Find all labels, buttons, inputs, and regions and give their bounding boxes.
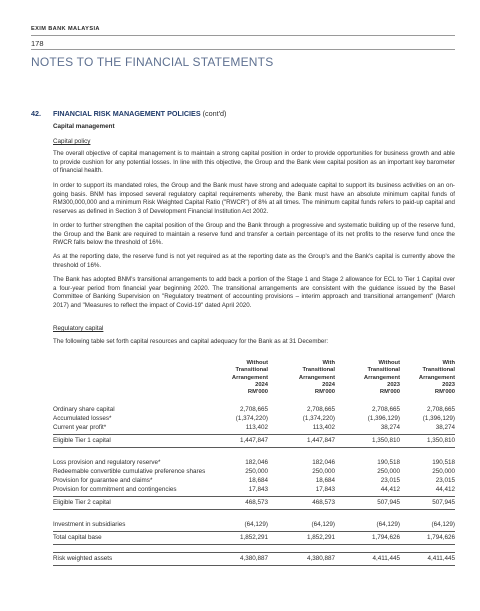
- header-line: Arrangement: [363, 374, 400, 381]
- table-row: [53, 406, 455, 414]
- cell-value: 38,274: [380, 424, 400, 431]
- cell-value: 23,015: [380, 477, 400, 484]
- header-line: Transitional: [235, 367, 268, 374]
- cell-value: 18,684: [315, 477, 335, 484]
- row-label: Total capital base: [53, 534, 102, 541]
- paragraph: In order to support its mandated roles, the Group and the Bank must have strong and adequate capital to support its business activities on an on-going basis. BNM has imposed several regulatory capital requirements whereby, the Bank must have an absolute minimum capital funds of RM300,000,000 and a minimum Risk Weighted Capital Ratio ("RWCR") of 8% at all times. The minimum capital funds refers to paid-up capital and reserves as defined in Section 3 of Development Financial Institution Act 2002.: [53, 182, 455, 215]
- table-row: [53, 521, 455, 529]
- row-label: Risk weighted assets: [53, 555, 113, 562]
- subheading-regulatory-capital: Regulatory capital: [53, 325, 104, 332]
- paragraph: As at the reporting date, the reserve fund is not yet required as at the reporting date as the Group's and the Bank's capital is currently above the threshold of 16%.: [53, 253, 455, 269]
- cell-value: 2,708,665: [371, 406, 400, 413]
- cell-value: (64,129): [244, 521, 268, 528]
- header-line: With: [322, 360, 335, 366]
- header-line: 2024: [255, 381, 268, 388]
- row-label: Investment in subsidiaries: [53, 521, 126, 528]
- cell-value: 2,708,665: [426, 406, 455, 413]
- cell-value: 17,843: [248, 486, 268, 493]
- cell-value: 18,684: [248, 477, 268, 484]
- cell-value: 44,412: [380, 486, 400, 493]
- cell-value: 4,380,887: [306, 555, 335, 562]
- note-number: 42.: [31, 109, 41, 118]
- header-line: RM'000: [379, 389, 400, 396]
- header-line: RM'000: [314, 389, 335, 396]
- brand-name: EXIM BANK MALAYSIA: [31, 26, 100, 32]
- table-intro: The following table set forth capital resources and capital adequacy for the Bank as at 31 December:: [53, 338, 329, 345]
- paragraph: In order to further strengthen the capital position of the Group and the Bank through a progressive and systematic building up of the reserve fund, the Group and the Bank are required to maintain a reserve fund and transfer a certain percentage of its net profits to the reserve fund once the RWCR falls below the threshold of 16%.: [53, 222, 455, 247]
- cell-value: 1,350,810: [426, 437, 455, 444]
- cell-value: 468,573: [312, 499, 335, 506]
- table-row: [53, 477, 455, 485]
- table-divider: [53, 496, 455, 497]
- row-label: Provision for guarantee and claims*: [53, 477, 153, 484]
- cell-value: 38,274: [435, 424, 455, 431]
- table-divider: [53, 509, 455, 510]
- cell-value: 250,000: [432, 468, 455, 475]
- column-header: [273, 360, 335, 396]
- cell-value: 4,411,445: [372, 555, 400, 562]
- table-row: [53, 486, 455, 494]
- cell-value: 1,852,291: [306, 534, 335, 541]
- subheading-capital-management: Capital management: [53, 123, 115, 130]
- header-line: Arrangement: [418, 374, 455, 381]
- row-label: Eligible Tier 1 capital: [53, 437, 111, 444]
- header-line: RM'000: [247, 389, 268, 396]
- header-line: 2024: [322, 381, 335, 388]
- cell-value: 44,412: [435, 486, 455, 493]
- table-divider: [53, 552, 455, 553]
- table-row-subtotal: [53, 437, 455, 445]
- cell-value: 113,402: [312, 424, 335, 431]
- row-label: Accumulated losses*: [53, 415, 112, 422]
- paragraph: The Bank has adopted BNM's transitional arrangements to add back a portion of the Stage 1 and Stage 2 allowance for ECL to Tier 1 Capital over a four-year period from financial year beginning 2020. The transitional arrangements are consistent with the guidance issued by the Basel Committee of Banking Supervision on "Regulatory treatment of accounting provisions – interim approach and transitional arrangement" (March 2017) and "Measures to reflect the impact of Covid-19" dated April 2020.: [53, 276, 455, 309]
- cell-value: 2,708,665: [306, 406, 335, 413]
- table-row: [53, 459, 455, 467]
- row-label: Loss provision and regulatory reserve*: [53, 459, 161, 466]
- table-divider: [53, 544, 455, 545]
- header-line: Without: [246, 360, 268, 366]
- cell-value: 182,046: [312, 459, 335, 466]
- cell-value: 182,046: [245, 459, 268, 466]
- cell-value: (64,129): [376, 521, 400, 528]
- header-line: Without: [378, 360, 400, 366]
- row-label: Eligible Tier 2 capital: [53, 499, 111, 506]
- row-label: Provision for commitment and contingencies: [53, 486, 177, 493]
- table-row: [53, 468, 455, 476]
- header-divider-2: [31, 49, 455, 50]
- column-header: [338, 360, 400, 396]
- cell-value: 1,794,626: [371, 534, 400, 541]
- cell-value: 250,000: [377, 468, 400, 475]
- cell-value: 1,447,847: [239, 437, 268, 444]
- note-contd: (cont'd): [202, 109, 227, 118]
- row-label: Current year profit*: [53, 424, 107, 431]
- column-header: [393, 360, 455, 396]
- header-line: Arrangement: [298, 374, 335, 381]
- cell-value: 4,380,887: [239, 555, 268, 562]
- cell-value: (1,396,129): [367, 415, 400, 422]
- table-row-subtotal: [53, 499, 455, 507]
- table-row: [53, 555, 455, 563]
- table-divider: [53, 447, 455, 448]
- cell-value: (1,374,220): [235, 415, 268, 422]
- cell-value: 1,852,291: [239, 534, 268, 541]
- row-label: Ordinary share capital: [53, 406, 115, 413]
- cell-value: 1,794,626: [426, 534, 455, 541]
- table-row: [53, 415, 455, 423]
- subheading-capital-policy: Capital policy: [53, 138, 91, 145]
- table-row-total: [53, 534, 455, 542]
- cell-value: 1,447,847: [306, 437, 335, 444]
- cell-value: (1,396,129): [422, 415, 455, 422]
- cell-value: 2,708,665: [239, 406, 268, 413]
- cell-value: 23,015: [435, 477, 455, 484]
- header-line: 2023: [387, 381, 400, 388]
- header-line: 2023: [442, 381, 455, 388]
- header-line: Transitional: [422, 367, 455, 374]
- cell-value: 113,402: [245, 424, 268, 431]
- cell-value: 507,945: [377, 499, 400, 506]
- header-line: Transitional: [302, 367, 335, 374]
- cell-value: 468,573: [245, 499, 268, 506]
- cell-value: 190,518: [377, 459, 400, 466]
- page-title: NOTES TO THE FINANCIAL STATEMENTS: [31, 55, 274, 69]
- table-row: [53, 424, 455, 432]
- cell-value: 250,000: [245, 468, 268, 475]
- cell-value: 507,945: [432, 499, 455, 506]
- header-line: RM'000: [434, 389, 455, 396]
- cell-value: (64,129): [431, 521, 455, 528]
- header-line: Arrangement: [231, 374, 268, 381]
- cell-value: (1,374,220): [302, 415, 335, 422]
- cell-value: 250,000: [312, 468, 335, 475]
- cell-value: (64,129): [311, 521, 335, 528]
- table-divider: [53, 565, 455, 566]
- note-title: [53, 109, 226, 118]
- cell-value: 190,518: [432, 459, 455, 466]
- header-line: With: [442, 360, 455, 366]
- table-divider: [53, 434, 455, 435]
- column-header: [206, 360, 268, 396]
- cell-value: 17,843: [315, 486, 335, 493]
- paragraph: The overall objective of capital management is to maintain a strong capital position in order to provide opportunities for business growth and able to provide cushion for any potential losses. In line with this objective, the Group and the Bank view capital position as an important key barometer of financial health.: [53, 150, 455, 175]
- page-number: 178: [31, 39, 44, 48]
- row-label: Redeemable convertible cumulative preference shares: [53, 468, 206, 475]
- table-divider: [53, 531, 455, 532]
- header-divider: [31, 35, 455, 36]
- note-title-text: FINANCIAL RISK MANAGEMENT POLICIES: [53, 109, 201, 118]
- header-line: Transitional: [367, 367, 400, 374]
- cell-value: 1,350,810: [371, 437, 400, 444]
- cell-value: 4,411,445: [427, 555, 455, 562]
